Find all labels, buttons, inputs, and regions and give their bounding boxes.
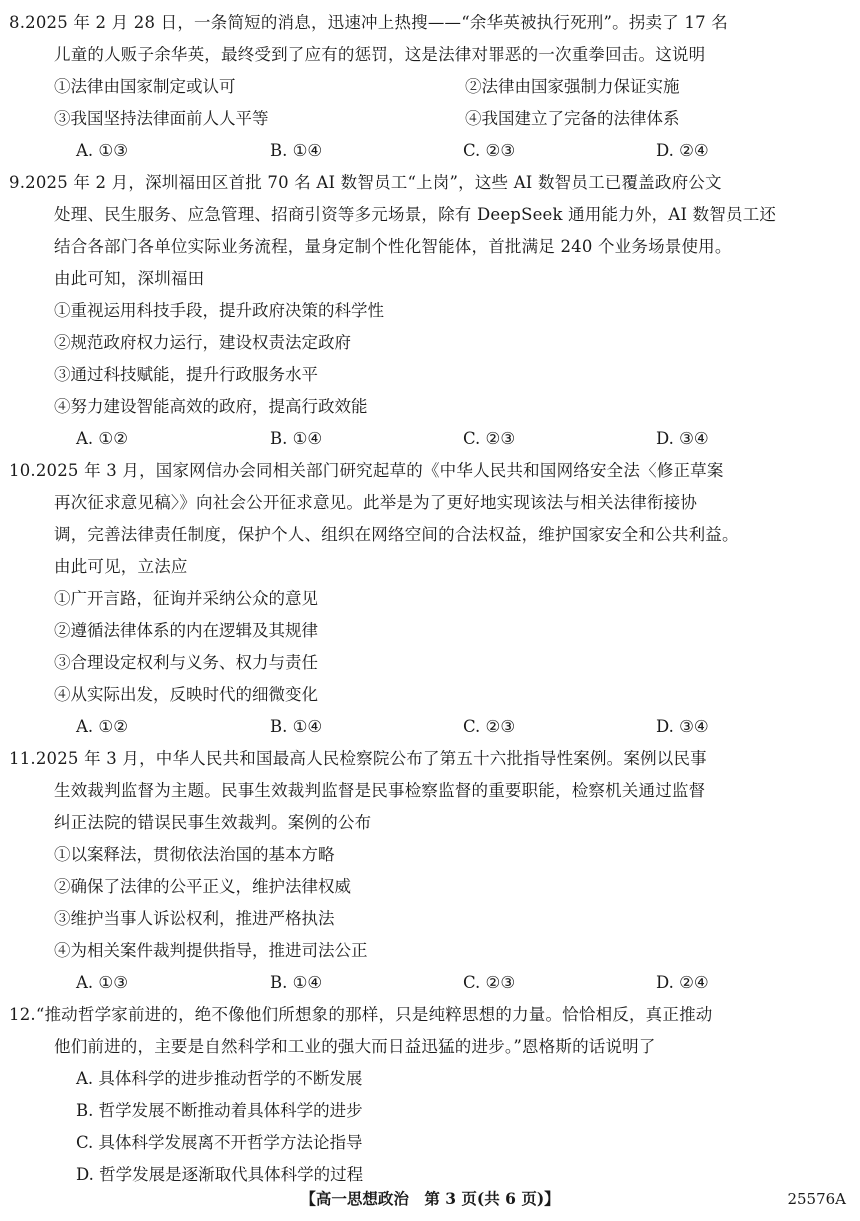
choice-b: B. ①④ [270,141,323,160]
page-footer [0,1186,860,1212]
question-stem-line: 由此可知，深圳福田 [54,269,205,288]
statement: ②确保了法律的公平正义，维护法律权威 [54,877,351,896]
statement: ③合理设定权利与义务、权力与责任 [54,653,318,672]
statement: ③维护当事人诉讼权利，推进严格执法 [54,909,335,928]
question-stem-line: 调，完善法律责任制度，保护个人、组织在网络空间的合法权益，维护国家安全和公共利益。 [54,525,739,544]
choice-a: A. 具体科学的进步推动哲学的不断发展 [76,1069,363,1088]
choice-c: C. ②③ [463,973,516,992]
question-stem-line: 12.“推动哲学家前进的，绝不像他们所想象的那样，只是纯粹思想的力量。恰恰相反，真正推动 [9,1005,713,1024]
choice-c: C. ②③ [463,141,516,160]
question-stem-line: 再次征求意见稿〉》向社会公开征求意见。此举是为了更好地实现该法与相关法律衔接协 [54,493,698,512]
choice-d: D. ③④ [656,429,709,448]
question-stem-line: 儿童的人贩子余华英，最终受到了应有的惩罚，这是法律对罪恶的一次重拳回击。这说明 [54,45,706,64]
choice-d: D. ②④ [656,973,709,992]
question-stem-line: 生效裁判监督为主题。民事生效裁判监督是民事检察监督的重要职能，检察机关通过监督 [54,781,706,800]
statement: ③我国坚持法律面前人人平等 [54,109,269,128]
statement: ①重视运用科技手段，提升政府决策的科学性 [54,301,384,320]
statement: ③通过科技赋能，提升行政服务水平 [54,365,318,384]
choice-b: B. 哲学发展不断推动着具体科学的进步 [76,1101,363,1120]
statement: ④我国建立了完备的法律体系 [465,109,680,128]
statement: ④努力建设智能高效的政府，提高行政效能 [54,397,368,416]
choice-d: D. ③④ [656,717,709,736]
question-stem-line: 纠正法院的错误民事生效裁判。案例的公布 [54,813,372,832]
question-stem-line: 9.2025 年 2 月，深圳福田区首批 70 名 AI 数智员工“上岗”，这些 AI 数智员工已覆盖政府公文 [9,173,722,192]
statement: ②遵循法律体系的内在逻辑及其规律 [54,621,318,640]
question-stem-line: 处理、民生服务、应急管理、招商引资等多元场景，除有 DeepSeek 通用能力外，AI 数智员工还 [54,205,777,224]
choice-a: A. ①② [76,429,128,448]
choice-b: B. ①④ [270,973,323,992]
choice-d: D. 哲学发展是逐渐取代具体科学的过程 [76,1165,364,1184]
question-stem-line: 11.2025 年 3 月，中华人民共和国最高人民检察院公布了第五十六批指导性案例。案例以民事 [9,749,707,768]
statement: ①广开言路，征询并采纳公众的意见 [54,589,318,608]
statement: ④从实际出发，反映时代的细微变化 [54,685,318,704]
question-stem-line: 10.2025 年 3 月，国家网信办会同相关部门研究起草的《中华人民共和国网络安全法〈修正草案 [9,461,724,480]
choice-b: B. ①④ [270,717,323,736]
choice-a: A. ①② [76,717,128,736]
paper-code: 25576A [787,1190,846,1208]
statement: ①以案释法，贯彻依法治国的基本方略 [54,845,335,864]
statement: ①法律由国家制定或认可 [54,77,236,96]
choice-a: A. ①③ [76,141,128,160]
choice-c: C. ②③ [463,429,516,448]
question-stem-line: 他们前进的，主要是自然科学和工业的强大而日益迅猛的进步。”恩格斯的话说明了 [54,1037,656,1056]
choice-a: A. ①③ [76,973,128,992]
question-stem-line: 由此可见，立法应 [54,557,188,576]
statement: ④为相关案件裁判提供指导，推进司法公正 [54,941,368,960]
choice-c: C. ②③ [463,717,516,736]
choice-d: D. ②④ [656,141,709,160]
choice-c: C. 具体科学发展离不开哲学方法论指导 [76,1133,363,1152]
statement: ②规范政府权力运行，建设权责法定政府 [54,333,351,352]
footer-title: 【高一思想政治 第 3 页(共 6 页)】 [300,1189,560,1208]
question-stem-line: 8.2025 年 2 月 28 日，一条简短的消息，迅速冲上热搜——“余华英被执行死刑”。拐卖了 17 名 [9,13,728,32]
choice-b: B. ①④ [270,429,323,448]
question-stem-line: 结合各部门各单位实际业务流程，量身定制个性化智能体，首批满足 240 个业务场景使用。 [54,237,732,256]
statement: ②法律由国家强制力保证实施 [465,77,680,96]
